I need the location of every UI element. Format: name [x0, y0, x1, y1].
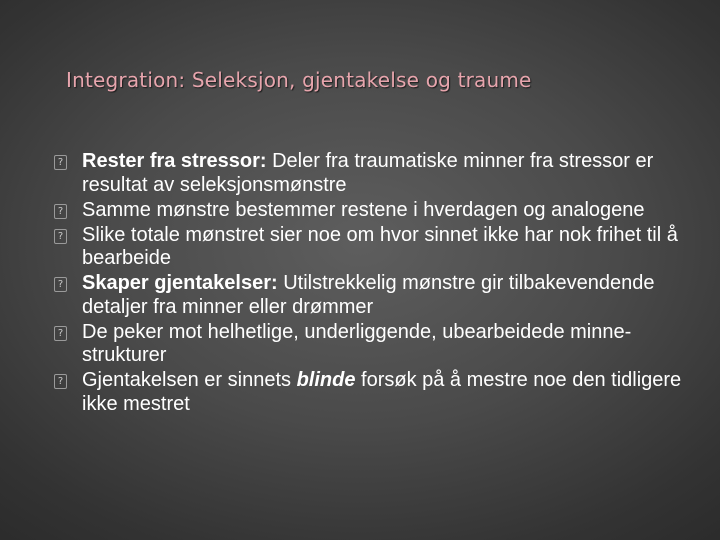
bullet-emphasis-text: blinde — [296, 369, 356, 391]
bullet-item — [54, 150, 694, 197]
slide-title: Integration: Seleksjon, gjentakelse og traume — [66, 68, 532, 92]
bullet-marker-icon: ? — [54, 277, 67, 292]
bullet-list — [54, 150, 694, 418]
bullet-item — [54, 224, 694, 271]
bullet-text: Slike totale mønstret sier noe om hvor sinnet ikke har nok frihet til å bearbeide — [82, 223, 678, 269]
bullet-bold-text: Skaper gjentakelser: — [82, 272, 278, 294]
bullet-bold-text: Rester fra stressor: — [82, 150, 267, 172]
bullet-text: forsøk på å mestre noe den tidligere ikke mestret — [82, 369, 682, 415]
bullet-marker-icon: ? — [54, 326, 67, 341]
bullet-text: Deler fra traumatiske minner fra stressor er resultat av seleksjonsmønstre — [82, 150, 654, 196]
bullet-item — [54, 272, 694, 319]
bullet-text: Gjentakelsen er sinnets — [82, 369, 297, 391]
bullet-text: Samme mønstre bestemmer restene i hverdagen og analogene — [82, 198, 645, 221]
bullet-marker-icon: ? — [54, 374, 67, 389]
bullet-marker-icon: ? — [54, 229, 67, 244]
bullet-text: De peker mot helhetlige, underliggende, ubearbeidede minne-strukturer — [82, 320, 632, 366]
bullet-item — [54, 369, 694, 416]
bullet-item — [54, 321, 694, 368]
bullet-marker-icon: ? — [54, 204, 67, 219]
bullet-marker-icon: ? — [54, 155, 67, 170]
bullet-text: Utilstrekkelig mønstre gir tilbakevendende detaljer fra minner eller drømmer — [82, 272, 655, 318]
bullet-item — [54, 199, 694, 223]
